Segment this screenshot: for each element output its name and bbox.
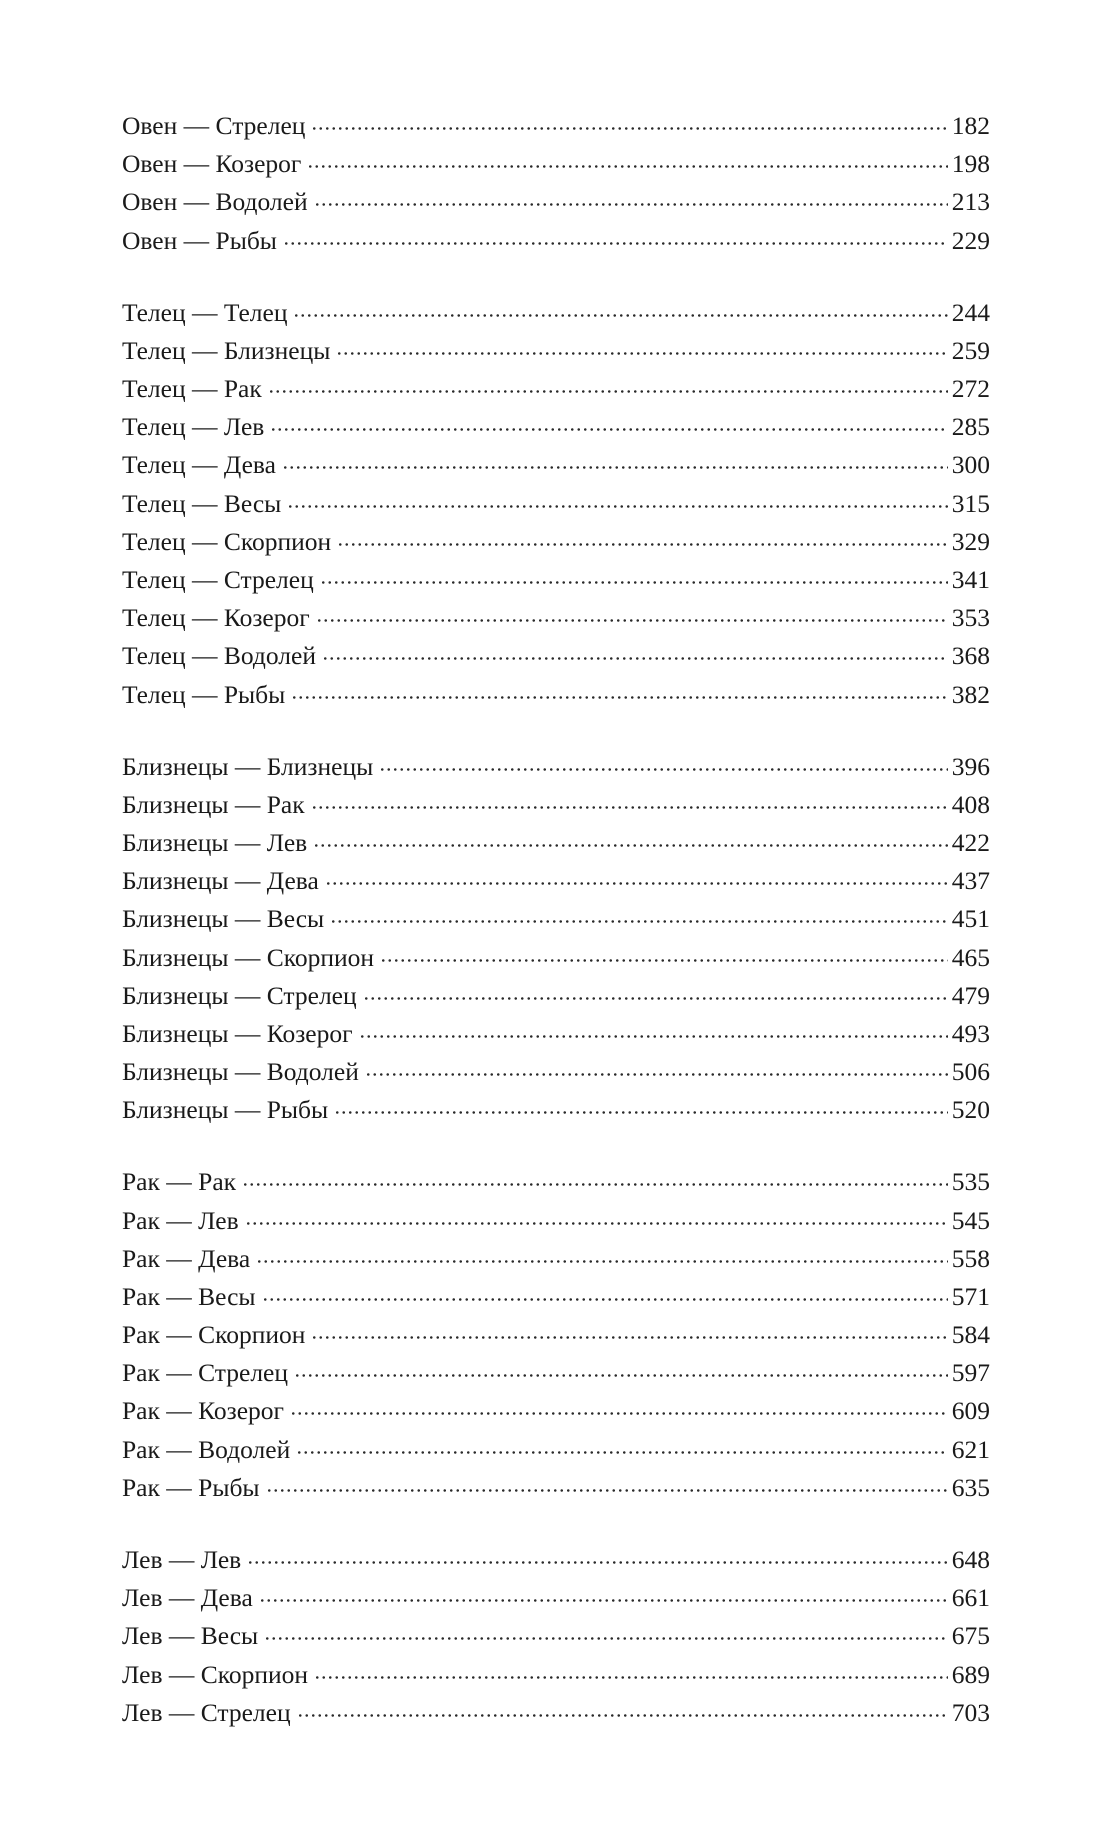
toc-entry-page-number: 571 <box>951 1281 990 1311</box>
toc-group <box>122 1541 990 1732</box>
toc-entry-page-number: 213 <box>951 187 990 217</box>
toc-entry-page-number: 422 <box>951 827 990 857</box>
toc-entry[interactable] <box>122 446 990 484</box>
toc-entry-page-number: 479 <box>951 980 990 1010</box>
toc-entry[interactable] <box>122 1354 990 1392</box>
toc-entry[interactable] <box>122 1469 990 1507</box>
toc-entry[interactable] <box>122 1316 990 1354</box>
dot-leader <box>363 997 948 1000</box>
toc-entry[interactable] <box>122 1617 990 1655</box>
toc-group <box>122 1163 990 1507</box>
toc-entry-page-number: 451 <box>951 904 990 934</box>
toc-entry-page-number: 648 <box>951 1544 990 1574</box>
toc-entry-title: Близнецы — Дева <box>122 866 319 896</box>
toc-entry-title: Близнецы — Водолей <box>122 1057 359 1087</box>
toc-entry-page-number: 661 <box>951 1583 990 1613</box>
dot-leader <box>334 1111 948 1114</box>
toc-entry-title: Близнецы — Лев <box>122 827 308 857</box>
dot-leader <box>365 1073 948 1076</box>
toc-entry-page-number: 675 <box>951 1621 990 1651</box>
toc-entry[interactable] <box>122 485 990 523</box>
toc-entry-page-number: 353 <box>951 603 990 633</box>
toc-entry-page-number: 621 <box>951 1434 990 1464</box>
toc-entry[interactable] <box>122 900 990 938</box>
dot-leader <box>297 1714 948 1717</box>
toc-entry[interactable] <box>122 1163 990 1201</box>
dot-leader <box>262 1298 948 1301</box>
toc-entry[interactable] <box>122 599 990 637</box>
toc-entry-page-number: 408 <box>951 789 990 819</box>
toc-entry[interactable] <box>122 1656 990 1694</box>
toc-entry[interactable] <box>122 1541 990 1579</box>
dot-leader <box>311 806 948 809</box>
dot-leader <box>316 619 948 622</box>
toc-entry-page-number: 285 <box>951 412 990 442</box>
dot-leader <box>266 1489 948 1492</box>
toc-entry[interactable] <box>122 748 990 786</box>
toc-entry-title: Телец — Дева <box>122 450 276 480</box>
dot-leader <box>287 505 947 508</box>
toc-entry-title: Лев — Скорпион <box>122 1659 309 1689</box>
toc-entry[interactable] <box>122 1091 990 1129</box>
toc-entry[interactable] <box>122 561 990 599</box>
toc-entry-page-number: 520 <box>951 1095 990 1125</box>
toc-entry-page-number: 703 <box>951 1697 990 1727</box>
toc-entry-page-number: 244 <box>951 297 990 327</box>
dot-leader <box>379 768 948 771</box>
dot-leader <box>314 1676 948 1679</box>
toc-entry[interactable] <box>122 977 990 1015</box>
toc-entry[interactable] <box>122 1202 990 1240</box>
toc-entry-page-number: 597 <box>951 1358 990 1388</box>
toc-entry[interactable] <box>122 1278 990 1316</box>
dot-leader <box>337 543 948 546</box>
toc-entry-title: Рак — Дева <box>122 1243 251 1273</box>
toc-entry-title: Овен — Козерог <box>122 149 302 179</box>
toc-entry[interactable] <box>122 107 990 145</box>
toc-entry-title: Лев — Весы <box>122 1621 259 1651</box>
toc-entry-page-number: 272 <box>951 374 990 404</box>
toc-entry-title: Близнецы — Скорпион <box>122 942 375 972</box>
toc-entry-page-number: 368 <box>951 641 990 671</box>
dot-leader <box>242 1183 948 1186</box>
toc-entry[interactable] <box>122 408 990 446</box>
toc-entry-page-number: 315 <box>951 488 990 518</box>
toc-entry-title: Овен — Водолей <box>122 187 308 217</box>
dot-leader <box>307 165 947 168</box>
toc-entry-title: Овен — Рыбы <box>122 225 277 255</box>
toc-entry[interactable] <box>122 222 990 260</box>
toc-entry[interactable] <box>122 676 990 714</box>
dot-leader <box>290 1412 948 1415</box>
toc-entry-title: Близнецы — Стрелец <box>122 980 357 1010</box>
toc-entry-title: Рак — Стрелец <box>122 1358 289 1388</box>
toc-entry-title: Близнецы — Рыбы <box>122 1095 329 1125</box>
toc-entry[interactable] <box>122 145 990 183</box>
toc-entry-title: Телец — Телец <box>122 297 288 327</box>
toc-entry-title: Телец — Весы <box>122 488 282 518</box>
toc-entry[interactable] <box>122 862 990 900</box>
toc-entry-title: Телец — Лев <box>122 412 265 442</box>
toc-group <box>122 294 990 714</box>
toc-entry-page-number: 493 <box>951 1018 990 1048</box>
toc-entry[interactable] <box>122 824 990 862</box>
dot-leader <box>336 352 947 355</box>
dot-leader <box>320 581 948 584</box>
toc-entry[interactable] <box>122 1392 990 1430</box>
dot-leader <box>313 844 948 847</box>
toc-entry-title: Рак — Козерог <box>122 1396 284 1426</box>
toc-entry-page-number: 396 <box>951 751 990 781</box>
toc-group <box>122 107 990 260</box>
toc-entry-page-number: 259 <box>951 335 990 365</box>
toc-entry-title: Близнецы — Козерог <box>122 1018 353 1048</box>
toc-entry[interactable] <box>122 370 990 408</box>
toc-entry-title: Лев — Стрелец <box>122 1697 291 1727</box>
dot-leader <box>380 959 948 962</box>
toc-entry-page-number: 609 <box>951 1396 990 1426</box>
dot-leader <box>247 1561 948 1564</box>
toc-entry-page-number: 341 <box>951 564 990 594</box>
toc-entry-page-number: 437 <box>951 866 990 896</box>
toc-entry-title: Телец — Водолей <box>122 641 316 671</box>
dot-leader <box>359 1035 948 1038</box>
toc-entry-title: Лев — Дева <box>122 1583 253 1613</box>
toc-entry-title: Телец — Рак <box>122 374 262 404</box>
toc-entry-page-number: 506 <box>951 1057 990 1087</box>
toc-entry-title: Рак — Рак <box>122 1167 237 1197</box>
dot-leader <box>293 314 947 317</box>
toc-entry[interactable] <box>122 939 990 977</box>
toc-entry-page-number: 635 <box>951 1472 990 1502</box>
toc-entry-page-number: 198 <box>951 149 990 179</box>
toc-group <box>122 748 990 1130</box>
dot-leader <box>268 390 948 393</box>
toc-entry-page-number: 558 <box>951 1243 990 1273</box>
toc-entry-page-number: 689 <box>951 1659 990 1689</box>
toc-entry-title: Телец — Стрелец <box>122 564 314 594</box>
dot-leader <box>294 1374 948 1377</box>
toc-entry-title: Телец — Козерог <box>122 603 310 633</box>
dot-leader <box>330 920 948 923</box>
toc-entry-title: Близнецы — Близнецы <box>122 751 374 781</box>
dot-leader <box>259 1599 948 1602</box>
toc-entry-title: Рак — Рыбы <box>122 1472 260 1502</box>
toc-entry[interactable] <box>122 1431 990 1469</box>
toc-entry-page-number: 229 <box>951 225 990 255</box>
toc-entry-page-number: 182 <box>951 111 990 140</box>
toc-entry-page-number: 329 <box>951 526 990 556</box>
dot-leader <box>311 127 947 130</box>
toc-entry-title: Рак — Скорпион <box>122 1320 306 1350</box>
toc-entry[interactable] <box>122 294 990 332</box>
toc-entry[interactable] <box>122 637 990 675</box>
toc-entry[interactable] <box>122 332 990 370</box>
toc-entry-title: Рак — Лев <box>122 1205 239 1235</box>
toc-entry-title: Телец — Скорпион <box>122 526 332 556</box>
toc-entry-title: Близнецы — Весы <box>122 904 325 934</box>
toc-entry-page-number: 300 <box>951 450 990 480</box>
toc-entry[interactable] <box>122 523 990 561</box>
dot-leader <box>311 1336 947 1339</box>
dot-leader <box>256 1260 948 1263</box>
table-of-contents <box>122 107 990 1766</box>
toc-entry[interactable] <box>122 1694 990 1732</box>
toc-entry[interactable] <box>122 1015 990 1053</box>
toc-entry-page-number: 382 <box>951 679 990 709</box>
dot-leader <box>245 1222 948 1225</box>
toc-entry[interactable] <box>122 1579 990 1617</box>
toc-entry[interactable] <box>122 786 990 824</box>
dot-leader <box>325 882 948 885</box>
toc-entry-title: Телец — Рыбы <box>122 679 286 709</box>
dot-leader <box>314 203 948 206</box>
toc-entry-page-number: 545 <box>951 1205 990 1235</box>
dot-leader <box>270 428 947 431</box>
dot-leader <box>291 696 947 699</box>
toc-entry[interactable] <box>122 1240 990 1278</box>
dot-leader <box>282 466 948 469</box>
toc-entry[interactable] <box>122 183 990 221</box>
toc-entry-title: Рак — Водолей <box>122 1434 291 1464</box>
toc-entry-page-number: 584 <box>951 1320 990 1350</box>
toc-entry-title: Рак — Весы <box>122 1281 256 1311</box>
dot-leader <box>296 1451 948 1454</box>
toc-entry-title: Близнецы — Рак <box>122 789 305 819</box>
toc-entry-title: Телец — Близнецы <box>122 335 331 365</box>
dot-leader <box>283 242 948 245</box>
dot-leader <box>322 657 948 660</box>
toc-entry-title: Овен — Стрелец <box>122 111 306 140</box>
toc-entry[interactable] <box>122 1053 990 1091</box>
dot-leader <box>264 1637 948 1640</box>
toc-entry-page-number: 535 <box>951 1167 990 1197</box>
toc-entry-page-number: 465 <box>951 942 990 972</box>
toc-entry-title: Лев — Лев <box>122 1544 242 1574</box>
